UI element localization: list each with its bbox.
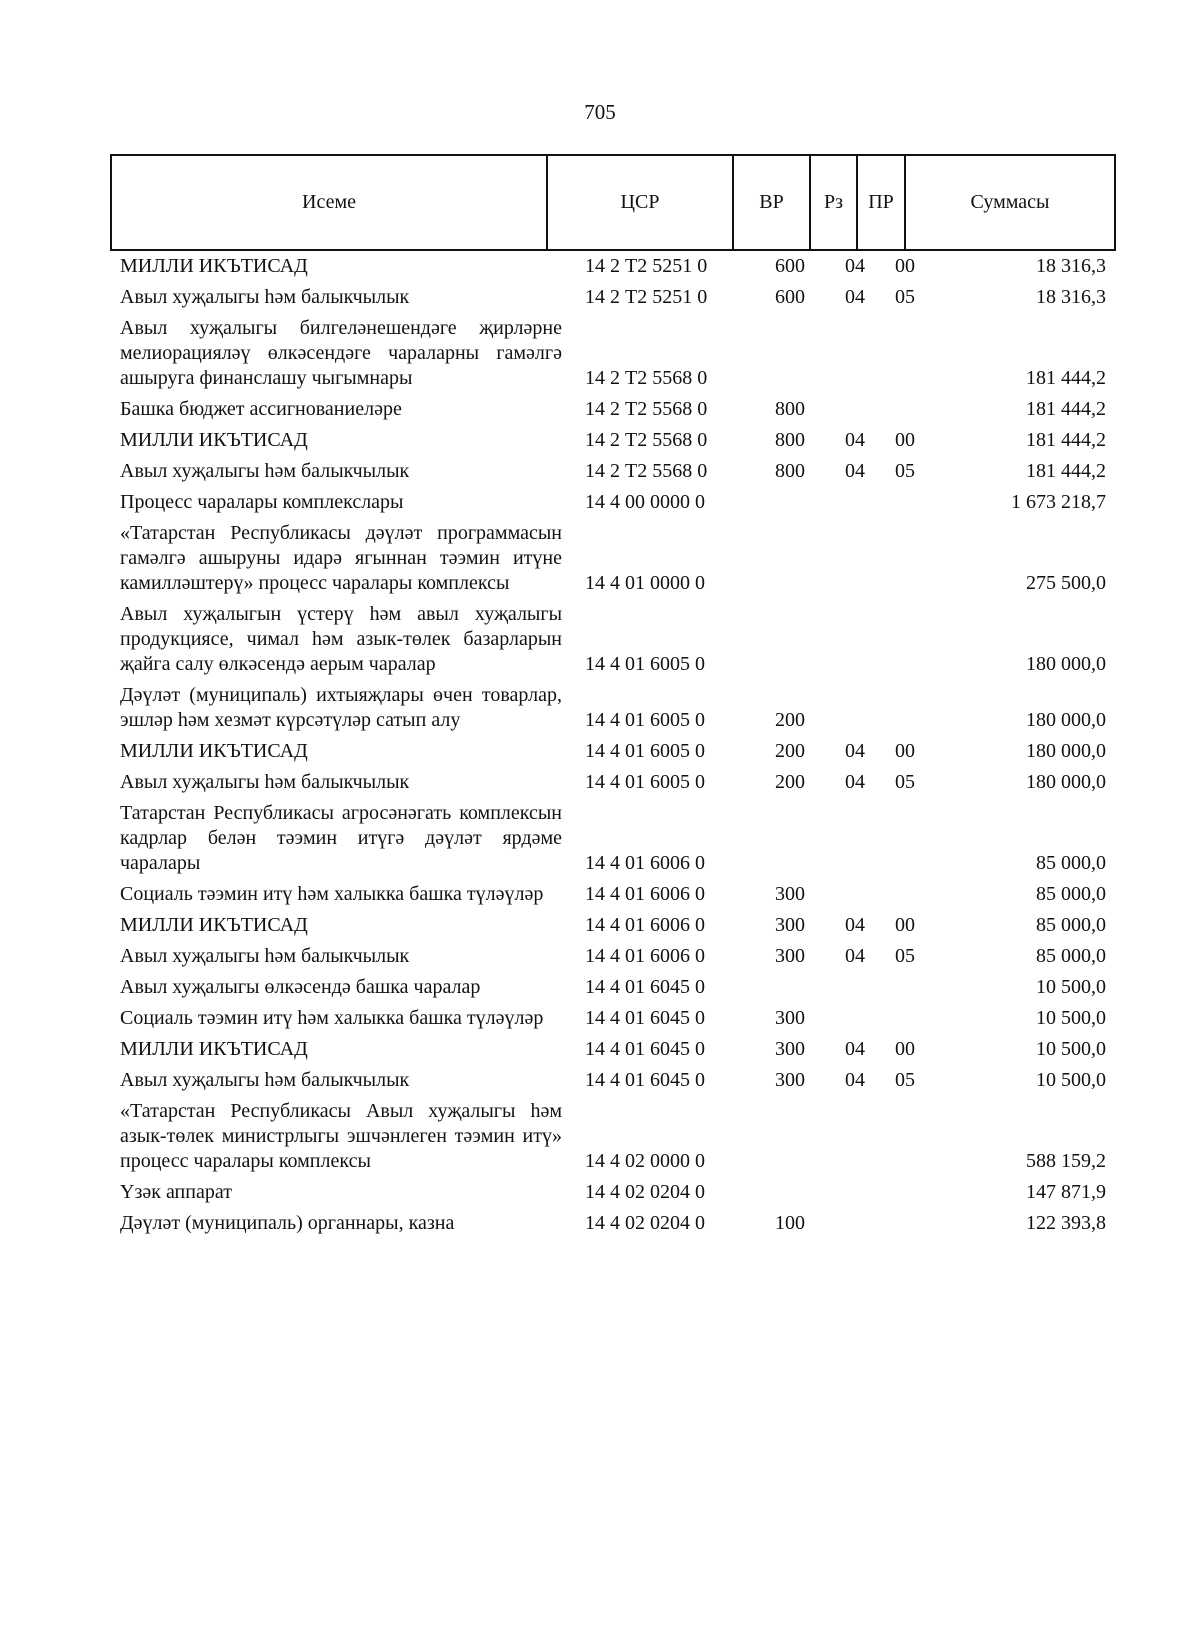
cell-sum: 85 000,0 — [1036, 914, 1106, 936]
cell-pr: 00 — [895, 740, 915, 762]
cell-sum: 147 871,9 — [1026, 1181, 1106, 1203]
table-row — [110, 736, 1116, 767]
cell-sum: 181 444,2 — [1026, 398, 1106, 420]
cell-pr: 05 — [895, 286, 915, 308]
table-row — [110, 599, 1116, 680]
cell-rz: 04 — [845, 286, 865, 308]
cell-csr: 14 2 Т2 5251 0 — [585, 255, 708, 277]
cell-vr: 300 — [775, 945, 805, 967]
cell-rz: 04 — [845, 1069, 865, 1091]
table-row — [110, 456, 1116, 487]
cell-name: Авыл хуҗалыгы һәм балыкчылык — [120, 460, 410, 482]
table-row — [110, 1065, 1116, 1096]
header-name: Исеме — [302, 191, 356, 213]
cell-name: Авыл хуҗалыгы һәм балыкчылык — [120, 945, 410, 967]
cell-csr: 14 4 01 6006 0 — [585, 945, 705, 967]
header-pr: ПР — [856, 156, 904, 249]
table-row — [110, 282, 1116, 313]
cell-sum: 10 500,0 — [1036, 1038, 1106, 1060]
cell-pr: 05 — [895, 1069, 915, 1091]
cell-sum: 181 444,2 — [1026, 460, 1106, 482]
table-row — [110, 798, 1116, 879]
cell-name: Авыл хуҗалыгы һәм балыкчылык — [120, 1069, 410, 1091]
cell-sum: 122 393,8 — [1026, 1212, 1106, 1234]
table-row — [110, 251, 1116, 282]
cell-csr: 14 4 00 0000 0 — [585, 491, 705, 513]
table-row — [110, 518, 1116, 599]
cell-name: МИЛЛИ ИКЪТИСАД — [120, 914, 308, 936]
cell-rz: 04 — [845, 429, 865, 451]
cell-csr: 14 4 01 6045 0 — [585, 976, 705, 998]
cell-csr: 14 4 02 0204 0 — [585, 1212, 705, 1234]
cell-sum: 181 444,2 — [1026, 429, 1106, 451]
cell-vr: 800 — [775, 429, 805, 451]
cell-vr: 200 — [775, 740, 805, 762]
cell-name: Социаль тәэмин итү һәм халыкка башка түләүләр — [120, 883, 544, 905]
cell-vr: 300 — [775, 883, 805, 905]
cell-csr: 14 4 01 0000 0 — [585, 572, 705, 594]
header-csr: ЦСР — [546, 156, 732, 249]
cell-name: Авыл хуҗалыгы һәм балыкчылык — [120, 286, 410, 308]
table-row — [110, 1208, 1116, 1239]
cell-vr: 800 — [775, 460, 805, 482]
cell-sum: 10 500,0 — [1036, 976, 1106, 998]
cell-rz: 04 — [845, 740, 865, 762]
cell-sum: 10 500,0 — [1036, 1069, 1106, 1091]
table-header — [110, 154, 1116, 251]
cell-sum: 180 000,0 — [1026, 709, 1106, 731]
cell-sum: 1 673 218,7 — [1011, 491, 1106, 513]
cell-sum: 588 159,2 — [1026, 1150, 1106, 1172]
cell-sum: 180 000,0 — [1026, 740, 1106, 762]
table-row — [110, 487, 1116, 518]
table-row — [110, 1096, 1116, 1177]
cell-name: «Татарстан Республикасы Авыл хуҗалыгы һәм азык-төлек министрлыгы эшчәнлеген тәэмин итү» процесс чаралары комплексы — [120, 1100, 562, 1172]
cell-csr: 14 4 01 6006 0 — [585, 883, 705, 905]
cell-csr: 14 4 02 0204 0 — [585, 1181, 705, 1203]
cell-sum: 18 316,3 — [1036, 286, 1106, 308]
cell-sum: 10 500,0 — [1036, 1007, 1106, 1029]
table-row — [110, 972, 1116, 1003]
cell-pr: 00 — [895, 1038, 915, 1060]
cell-csr: 14 2 Т2 5568 0 — [585, 429, 708, 451]
cell-name: Авыл хуҗалыгы өлкәсендә башка чаралар — [120, 976, 481, 998]
table-row — [110, 767, 1116, 798]
cell-csr: 14 4 01 6045 0 — [585, 1007, 705, 1029]
table-row — [110, 1034, 1116, 1065]
cell-rz: 04 — [845, 771, 865, 793]
cell-name: Процесс чаралары комплекслары — [120, 491, 404, 513]
cell-sum: 275 500,0 — [1026, 572, 1106, 594]
cell-csr: 14 4 01 6005 0 — [585, 709, 705, 731]
cell-vr: 300 — [775, 1007, 805, 1029]
cell-csr: 14 2 Т2 5251 0 — [585, 286, 708, 308]
cell-name: МИЛЛИ ИКЪТИСАД — [120, 740, 308, 762]
cell-pr: 05 — [895, 460, 915, 482]
cell-rz: 04 — [845, 255, 865, 277]
cell-name: Башка бюджет ассигнованиеләре — [120, 398, 402, 420]
table-row — [110, 941, 1116, 972]
table-body — [110, 251, 1116, 1239]
table-row — [110, 425, 1116, 456]
cell-csr: 14 4 01 6005 0 — [585, 740, 705, 762]
cell-name: Авыл хуҗалыгы билгеләнешендәге җирләрне мелиорацияләү өлкәсендәге чараларны гамәлгә ашыруга финанслашу чыгымнары — [120, 317, 562, 389]
cell-sum: 18 316,3 — [1036, 255, 1106, 277]
cell-name: Дәүләт (муниципаль) ихтыяҗлары өчен товарлар, эшләр һәм хезмәт күрсәтүләр сатып алу — [120, 684, 562, 731]
cell-sum: 85 000,0 — [1036, 883, 1106, 905]
page-number: 705 — [584, 100, 616, 124]
cell-csr: 14 4 01 6006 0 — [585, 914, 705, 936]
cell-csr: 14 2 Т2 5568 0 — [585, 398, 708, 420]
cell-csr: 14 2 Т2 5568 0 — [585, 460, 708, 482]
cell-rz: 04 — [845, 1038, 865, 1060]
cell-vr: 600 — [775, 255, 805, 277]
cell-name: «Татарстан Республикасы дәүләт программасын гамәлгә ашыруны идарә ягыннан тәэмин итүне камилләштерү» процесс чаралары комплексы — [120, 522, 562, 594]
table-row — [110, 394, 1116, 425]
cell-name: Авыл хуҗалыгын үстерү һәм авыл хуҗалыгы продукциясе, чимал һәм азык-төлек базарларын җайга салу өлкәсендә аерым чаралар — [120, 603, 562, 675]
cell-pr: 05 — [895, 771, 915, 793]
cell-vr: 200 — [775, 709, 805, 731]
cell-name: Авыл хуҗалыгы һәм балыкчылык — [120, 771, 410, 793]
cell-name: МИЛЛИ ИКЪТИСАД — [120, 1038, 308, 1060]
cell-rz: 04 — [845, 914, 865, 936]
table-row — [110, 1003, 1116, 1034]
cell-csr: 14 4 01 6045 0 — [585, 1069, 705, 1091]
cell-name: Татарстан Республикасы агросәнәгать комплексын кадрлар белән тәэмин итүгә дәүләт ярдәме чаралары — [120, 802, 562, 874]
cell-rz: 04 — [845, 945, 865, 967]
cell-vr: 300 — [775, 914, 805, 936]
cell-sum: 85 000,0 — [1036, 852, 1106, 874]
cell-csr: 14 2 Т2 5568 0 — [585, 367, 708, 389]
cell-name: МИЛЛИ ИКЪТИСАД — [120, 255, 308, 277]
cell-pr: 05 — [895, 945, 915, 967]
table-row — [110, 680, 1116, 736]
table-row — [110, 879, 1116, 910]
cell-sum: 181 444,2 — [1026, 367, 1106, 389]
cell-csr: 14 4 01 6005 0 — [585, 771, 705, 793]
table-row — [110, 910, 1116, 941]
header-rz: Рз — [809, 156, 856, 249]
cell-sum: 85 000,0 — [1036, 945, 1106, 967]
cell-name: Социаль тәэмин итү һәм халыкка башка түләүләр — [120, 1007, 544, 1029]
cell-sum: 180 000,0 — [1026, 771, 1106, 793]
cell-vr: 100 — [775, 1212, 805, 1234]
cell-csr: 14 4 01 6005 0 — [585, 653, 705, 675]
cell-pr: 00 — [895, 429, 915, 451]
table-row — [110, 313, 1116, 394]
cell-pr: 00 — [895, 255, 915, 277]
cell-vr: 600 — [775, 286, 805, 308]
cell-pr: 00 — [895, 914, 915, 936]
cell-sum: 180 000,0 — [1026, 653, 1106, 675]
cell-csr: 14 4 01 6045 0 — [585, 1038, 705, 1060]
cell-csr: 14 4 02 0000 0 — [585, 1150, 705, 1172]
cell-vr: 300 — [775, 1069, 805, 1091]
cell-name: Дәүләт (муниципаль) органнары, казна — [120, 1212, 455, 1234]
cell-name: МИЛЛИ ИКЪТИСАД — [120, 429, 308, 451]
cell-csr: 14 4 01 6006 0 — [585, 852, 705, 874]
table-row — [110, 1177, 1116, 1208]
header-sum: Суммасы — [904, 156, 1114, 249]
header-vr: ВР — [732, 156, 809, 249]
cell-rz: 04 — [845, 460, 865, 482]
cell-name: Үзәк аппарат — [120, 1181, 232, 1203]
cell-vr: 800 — [775, 398, 805, 420]
cell-vr: 200 — [775, 771, 805, 793]
cell-vr: 300 — [775, 1038, 805, 1060]
